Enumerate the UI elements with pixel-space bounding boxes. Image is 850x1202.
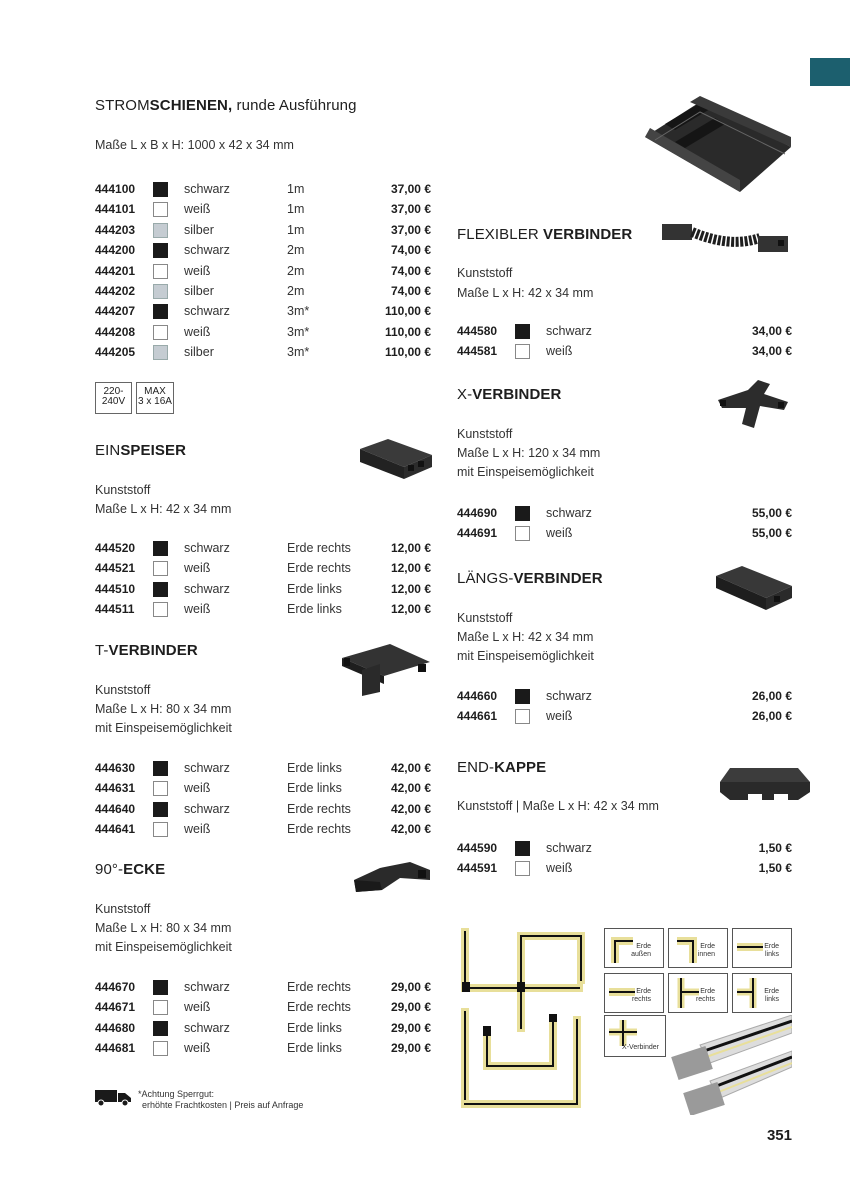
flexibel-material: Kunststoff <box>457 266 513 280</box>
color-swatch <box>153 264 168 279</box>
einspeiser-material: Kunststoff <box>95 483 151 497</box>
color-label: schwarz <box>184 1020 230 1035</box>
note-line2: erhöhte Frachtkosten | Preis auf Anfrage <box>142 1100 304 1110</box>
color-swatch <box>153 822 168 837</box>
article-number: 444661 <box>457 709 498 724</box>
price: 110,00 € <box>384 324 431 339</box>
price: 12,00 € <box>390 601 431 616</box>
variant-label: 1m <box>287 222 305 237</box>
article-number: 444203 <box>95 222 136 237</box>
variant-label: Erde links <box>287 761 342 775</box>
color-label: schwarz <box>184 761 230 775</box>
price: 55,00 € <box>751 506 792 520</box>
table-row <box>95 179 431 199</box>
variant-label: 1m <box>287 202 305 217</box>
article-number: 444590 <box>457 841 498 855</box>
current-badge: MAX 3 x 16A <box>136 382 174 414</box>
color-label: schwarz <box>184 243 230 258</box>
color-swatch <box>153 223 168 238</box>
article-number: 444580 <box>457 324 498 338</box>
table-row <box>95 199 431 219</box>
laengs-extra: mit Einspeisemöglichkeit <box>457 649 594 663</box>
article-number: 444511 <box>95 601 135 616</box>
color-label: schwarz <box>184 801 230 816</box>
color-swatch <box>515 506 530 521</box>
flexibel-image <box>660 218 792 258</box>
color-swatch <box>515 526 530 541</box>
article-number: 444521 <box>95 561 136 576</box>
color-label: schwarz <box>184 581 230 596</box>
ecke-title: 90°-ECKE <box>95 861 166 878</box>
color-swatch <box>153 182 168 197</box>
table-row <box>457 321 792 341</box>
table-row <box>95 799 431 819</box>
einspeiser-dims: Maße L x H: 42 x 34 mm <box>95 502 232 516</box>
table-row <box>95 240 431 260</box>
variant-label: Erde rechts <box>287 561 351 576</box>
variant-label: 3m* <box>287 324 310 339</box>
color-label: silber <box>184 284 214 298</box>
article-number: 444641 <box>95 821 136 836</box>
price: 37,00 € <box>390 182 431 196</box>
color-swatch <box>153 602 168 617</box>
article-number: 444581 <box>457 344 498 359</box>
color-label: silber <box>184 345 214 360</box>
article-number: 444520 <box>95 541 136 555</box>
straight-icon <box>733 929 793 969</box>
color-label: weiß <box>184 202 211 217</box>
color-swatch <box>153 582 168 597</box>
color-label: schwarz <box>546 506 592 520</box>
color-label: schwarz <box>546 841 592 855</box>
color-swatch <box>515 344 530 359</box>
variant-label: 2m <box>287 243 305 258</box>
table-row <box>95 579 431 599</box>
xverbinder-title: X-VERBINDER <box>457 386 562 403</box>
color-swatch <box>153 202 168 217</box>
variant-label: 3m* <box>287 304 310 319</box>
color-swatch <box>515 709 530 724</box>
voltage-badge: 220- 240V <box>95 382 132 414</box>
xverbinder-extra: mit Einspeisemöglichkeit <box>457 465 594 479</box>
tverbinder-material: Kunststoff <box>95 683 151 697</box>
price: 29,00 € <box>390 980 431 994</box>
rail-image <box>645 92 791 192</box>
price: 42,00 € <box>390 801 431 816</box>
color-label: weiß <box>546 709 573 724</box>
article-number: 444680 <box>95 1020 136 1035</box>
table-row <box>95 599 431 619</box>
color-swatch <box>153 1041 168 1056</box>
variant-label: 3m* <box>287 345 310 360</box>
legend-erde-rechts-t: Erde rechts <box>668 973 728 1013</box>
price: 37,00 € <box>390 202 431 217</box>
price: 55,00 € <box>751 526 792 541</box>
truck-icon <box>94 1088 134 1108</box>
price: 29,00 € <box>390 1000 431 1015</box>
table-row <box>457 341 792 361</box>
table-row <box>95 301 431 321</box>
variant-label: Erde links <box>287 601 342 616</box>
laengs-dims: Maße L x H: 42 x 34 mm <box>457 630 594 644</box>
price: 42,00 € <box>390 761 431 775</box>
color-swatch <box>153 761 168 776</box>
endkappe-image <box>718 766 812 806</box>
article-number: 444200 <box>95 243 136 258</box>
color-swatch <box>153 980 168 995</box>
color-swatch <box>153 1000 168 1015</box>
color-label: weiß <box>546 344 573 359</box>
tverbinder-title: T-VERBINDER <box>95 642 198 659</box>
color-label: weiß <box>546 861 573 876</box>
price: 74,00 € <box>390 284 431 298</box>
table-row <box>95 342 431 362</box>
article-number: 444100 <box>95 182 136 196</box>
legend-erde-innen: Erde innen <box>668 928 728 968</box>
table-row <box>95 977 431 997</box>
einspeiser-title: EINSPEISER <box>95 442 187 459</box>
page-number: 351 <box>766 1127 792 1144</box>
einspeiser-image <box>358 437 434 482</box>
price: 26,00 € <box>751 689 792 703</box>
tverbinder-image <box>340 640 432 696</box>
legend-x-verbinder: X-Verbinder <box>604 1015 666 1057</box>
article-number: 444207 <box>95 304 136 319</box>
color-label: weiß <box>546 526 573 541</box>
endkappe-desc: Kunststoff | Maße L x H: 42 x 34 mm <box>457 799 659 813</box>
article-number: 444631 <box>95 781 136 796</box>
price: 42,00 € <box>390 781 431 796</box>
color-label: weiß <box>184 1040 211 1055</box>
table-row <box>95 1018 431 1038</box>
variant-label: 2m <box>287 284 305 298</box>
legend-erde-rechts-straight: Erde rechts <box>604 973 664 1013</box>
color-swatch <box>515 324 530 339</box>
color-swatch <box>153 284 168 299</box>
table-row <box>457 503 792 523</box>
endkappe-title: END-KAPPE <box>457 759 547 776</box>
corner-icon <box>605 929 665 969</box>
article-number: 444591 <box>457 861 498 876</box>
price: 34,00 € <box>751 344 792 359</box>
color-label: weiß <box>184 781 211 796</box>
flexibel-dims: Maße L x H: 42 x 34 mm <box>457 286 594 300</box>
tverbinder-extra: mit Einspeisemöglichkeit <box>95 721 232 735</box>
article-number: 444205 <box>95 345 136 360</box>
price: 12,00 € <box>390 561 431 576</box>
straight-icon <box>605 974 665 1014</box>
stromschienen-title: STROMSCHIENEN, runde Ausführung <box>95 97 357 114</box>
variant-label: 2m <box>287 263 305 278</box>
color-label: weiß <box>184 821 211 836</box>
price: 29,00 € <box>390 1040 431 1055</box>
price: 74,00 € <box>390 263 431 278</box>
color-swatch <box>515 689 530 704</box>
laengs-image <box>712 562 796 614</box>
table-row <box>95 281 431 301</box>
price: 26,00 € <box>751 709 792 724</box>
color-swatch <box>153 243 168 258</box>
legend-erde-aussen: Erde außen <box>604 928 664 968</box>
table-row <box>95 538 431 558</box>
price: 110,00 € <box>384 345 431 360</box>
table-row <box>95 220 431 240</box>
variant-label: Erde rechts <box>287 980 351 994</box>
color-swatch <box>153 561 168 576</box>
color-label: schwarz <box>184 182 230 196</box>
color-swatch <box>153 325 168 340</box>
table-row <box>457 523 792 543</box>
price: 74,00 € <box>390 243 431 258</box>
price: 12,00 € <box>390 541 431 555</box>
xverbinder-dims: Maße L x H: 120 x 34 mm <box>457 446 601 460</box>
article-number: 444510 <box>95 581 136 596</box>
color-swatch <box>153 781 168 796</box>
color-swatch <box>153 541 168 556</box>
xverbinder-material: Kunststoff <box>457 427 513 441</box>
chapter-tab <box>810 58 850 86</box>
ecke-dims: Maße L x H: 80 x 34 mm <box>95 921 232 935</box>
price: 42,00 € <box>390 821 431 836</box>
color-label: silber <box>184 222 214 237</box>
article-number: 444681 <box>95 1040 136 1055</box>
variant-label: Erde links <box>287 581 342 596</box>
variant-label: Erde links <box>287 1040 342 1055</box>
table-row <box>457 858 792 878</box>
table-row <box>95 261 431 281</box>
ecke-material: Kunststoff <box>95 902 151 916</box>
color-label: schwarz <box>184 980 230 994</box>
color-label: weiß <box>184 263 211 278</box>
article-number: 444690 <box>457 506 498 520</box>
price: 34,00 € <box>751 324 792 338</box>
article-number: 444660 <box>457 689 498 703</box>
table-row <box>95 758 431 778</box>
article-number: 444691 <box>457 526 498 541</box>
note-line1: *Achtung Sperrgut: <box>138 1089 215 1099</box>
color-swatch <box>515 861 530 876</box>
table-row <box>95 997 431 1017</box>
table-row <box>457 838 792 858</box>
table-row <box>95 778 431 798</box>
laengs-material: Kunststoff <box>457 611 513 625</box>
color-swatch <box>153 1021 168 1036</box>
table-row <box>95 558 431 578</box>
table-row <box>95 819 431 839</box>
table-row <box>95 1038 431 1058</box>
t-icon <box>733 974 793 1014</box>
price: 12,00 € <box>390 581 431 596</box>
color-label: schwarz <box>546 689 592 703</box>
t-icon <box>669 974 729 1014</box>
variant-label: Erde rechts <box>287 801 351 816</box>
color-label: weiß <box>184 324 211 339</box>
color-swatch <box>153 304 168 319</box>
ecke-extra: mit Einspeisemöglichkeit <box>95 940 232 954</box>
color-label: weiß <box>184 1000 211 1015</box>
variant-label: Erde rechts <box>287 1000 351 1015</box>
color-label: weiß <box>184 561 211 576</box>
stromschienen-dims: Maße L x B x H: 1000 x 42 x 34 mm <box>95 138 294 152</box>
color-swatch <box>153 802 168 817</box>
article-number: 444630 <box>95 761 136 775</box>
variant-label: Erde rechts <box>287 541 351 555</box>
article-number: 444670 <box>95 980 136 994</box>
flexibel-title: FLEXIBLER VERBINDER <box>457 226 633 243</box>
table-row <box>457 706 792 726</box>
legend-erde-links-t: Erde links <box>732 973 792 1013</box>
article-number: 444101 <box>95 202 136 217</box>
xverbinder-image <box>714 378 792 432</box>
laengs-title: LÄNGS-VERBINDER <box>457 570 603 587</box>
color-swatch <box>515 841 530 856</box>
variant-label: Erde links <box>287 1020 342 1035</box>
variant-label: Erde rechts <box>287 821 351 836</box>
price: 110,00 € <box>384 304 431 319</box>
table-row <box>457 686 792 706</box>
price: 1,50 € <box>758 861 792 876</box>
price: 1,50 € <box>758 841 792 855</box>
rail-layout-diagram <box>457 928 602 1108</box>
color-label: schwarz <box>546 324 592 338</box>
table-row <box>95 322 431 342</box>
color-label: schwarz <box>184 541 230 555</box>
price: 37,00 € <box>390 222 431 237</box>
color-label: schwarz <box>184 304 230 319</box>
legend-erde-links-straight: Erde links <box>732 928 792 968</box>
rail-connection-image <box>670 1015 792 1115</box>
corner-icon <box>669 929 729 969</box>
article-number: 444671 <box>95 1000 136 1015</box>
article-number: 444640 <box>95 801 136 816</box>
variant-label: 1m <box>287 182 305 196</box>
tverbinder-dims: Maße L x H: 80 x 34 mm <box>95 702 232 716</box>
price: 29,00 € <box>390 1020 431 1035</box>
article-number: 444202 <box>95 284 136 298</box>
variant-label: Erde links <box>287 781 342 796</box>
ecke-image <box>350 860 434 898</box>
article-number: 444201 <box>95 263 136 278</box>
article-number: 444208 <box>95 324 136 339</box>
color-swatch <box>153 345 168 360</box>
color-label: weiß <box>184 601 211 616</box>
